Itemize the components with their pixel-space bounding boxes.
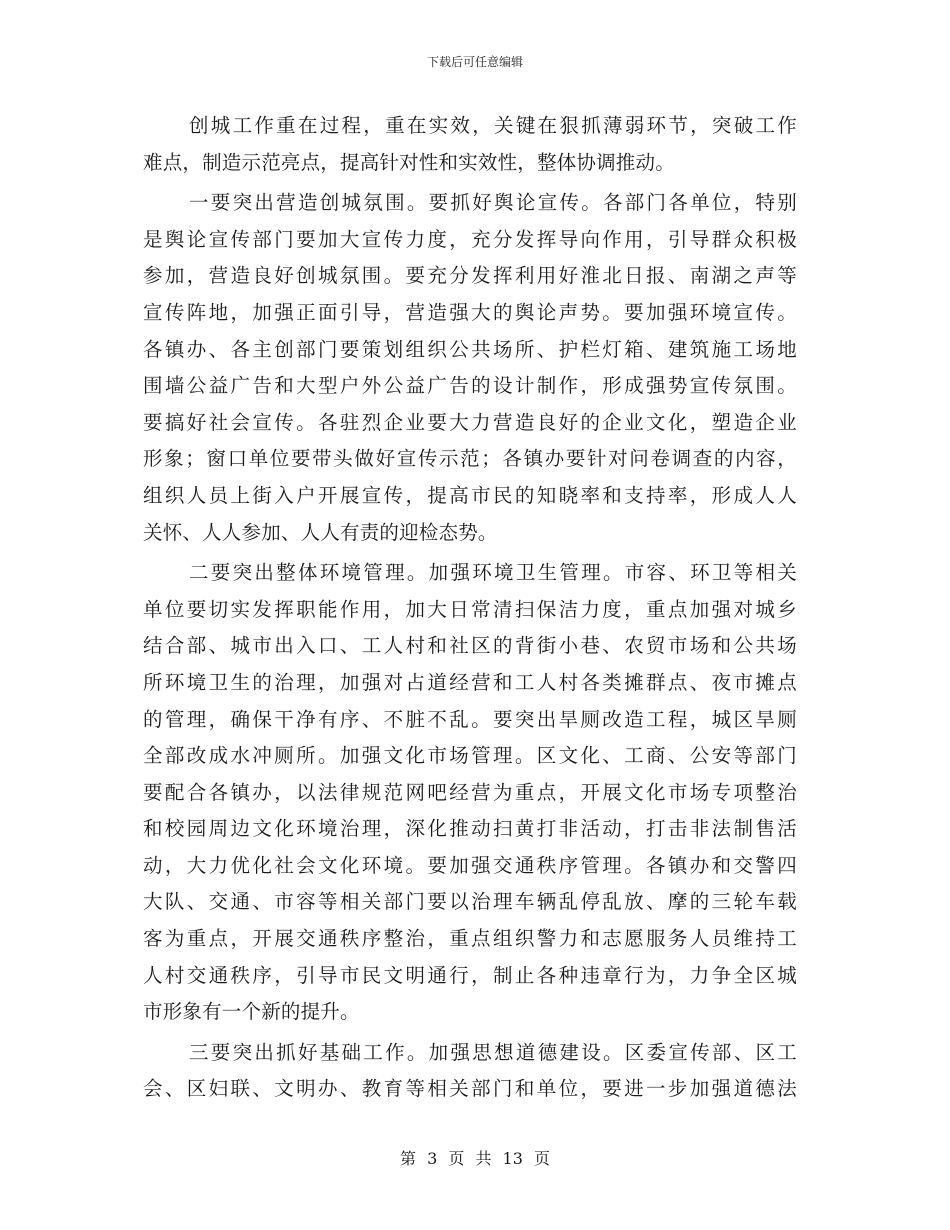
- text-line: 动，大力优化社会文化环境。要加强交通秩序管理。各镇办和交警四: [143, 853, 797, 877]
- text-line: 三要突出抓好基础工作。加强思想道德建设。区委宣传部、区工: [189, 1040, 797, 1064]
- text-line: 组织人员上街入户开展宣传，提高市民的知晓率和支持率，形成人人: [143, 483, 797, 507]
- text-line: 关怀、人人参加、人人有责的迎检态势。: [143, 520, 498, 544]
- text-line: 要配合各镇办，以法律规范网吧经营为重点，开展文化市场专项整治: [143, 780, 797, 804]
- text-line: 围墙公益广告和大型户外公益广告的设计制作，形成强势宣传氛围。: [143, 374, 797, 398]
- text-line: 和校园周边文化环境治理，深化推动扫黄打非活动，打击非法制售活: [143, 817, 797, 841]
- page-footer: 第 3 页 共 13 页: [400, 1149, 550, 1168]
- text-line: 结合部、城市出入口、工人村和社区的背街小巷、农贸市场和公共场: [143, 634, 797, 658]
- paragraph: [143, 108, 797, 181]
- text-line: 一要突出营造创城氛围。要抓好舆论宣传。各部门各单位，特别: [189, 191, 797, 215]
- paragraph: [143, 555, 797, 1031]
- text-line: 各镇办、各主创部门要策划组织公共场所、护栏灯箱、建筑施工场地: [143, 337, 797, 361]
- text-line: 市形象有一个新的提升。: [143, 1000, 360, 1024]
- text-line: 全部改成水冲厕所。加强文化市场管理。区文化、工商、公安等部门: [143, 744, 797, 768]
- text-line: 单位要切实发挥职能作用，加大日常清扫保洁力度，重点加强对城乡: [143, 597, 797, 621]
- header-note: 下载后可任意编辑: [426, 55, 523, 69]
- text-line: 创城工作重在过程，重在实效，关键在狠抓薄弱环节，突破工作: [189, 114, 797, 137]
- text-line: 的管理，确保干净有序、不脏不乱。要突出旱厕改造工程，城区旱厕: [143, 707, 797, 731]
- text-line: 客为重点，开展交通秩序整治，重点组织警力和志愿服务人员维持工: [143, 927, 797, 951]
- text-line: 二要突出整体环境管理。加强环境卫生管理。市容、环卫等相关: [189, 561, 797, 585]
- text-line: 宣传阵地，加强正面引导，营造强大的舆论声势。要加强环境宣传。: [143, 300, 797, 324]
- text-line: 大队、交通、市容等相关部门要以治理车辆乱停乱放、摩的三轮车载: [143, 890, 797, 914]
- text-line: 会、区妇联、文明办、教育等相关部门和单位，要进一步加强道德法: [143, 1077, 797, 1101]
- text-line: 所环境卫生的治理，加强对占道经营和工人村各类摊群点、夜市摊点: [143, 670, 797, 694]
- text-line: 人村交通秩序，引导市民文明通行，制止各种违章行为，力争全区城: [143, 963, 797, 987]
- paragraph: [143, 185, 797, 551]
- paragraph: [143, 1035, 797, 1108]
- text-line: 是舆论宣传部门要加大宣传力度，充分发挥导向作用，引导群众积极: [143, 227, 797, 251]
- text-line: 参加，营造良好创城氛围。要充分发挥利用好淮北日报、南湖之声等: [143, 264, 797, 288]
- text-line: 形象；窗口单位要带头做好宣传示范；各镇办要针对问卷调查的内容，: [143, 447, 797, 471]
- document-body: [143, 108, 797, 1108]
- text-line: 要搞好社会宣传。各驻烈企业要大力营造良好的企业文化，塑造企业: [143, 410, 797, 434]
- text-line: 难点，制造示范亮点，提高针对性和实效性，整体协调推动。: [143, 150, 675, 174]
